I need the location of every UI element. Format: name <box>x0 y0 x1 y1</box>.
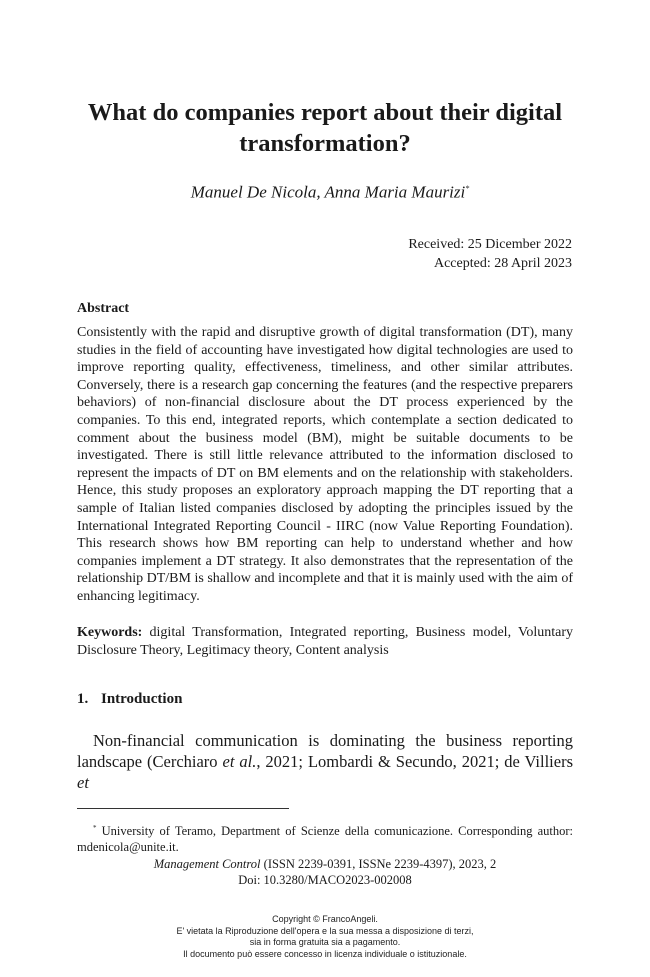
journal-name: Management Control <box>153 857 261 871</box>
copyright-notice <box>0 914 650 960</box>
keywords-list: digital Transformation, Integrated reporting, Business model, Voluntary Disclosure Theory, Legitimacy theory, Content analysis <box>77 625 573 658</box>
copyright-line-3: sia in forma gratuita sia a pagamento. <box>249 937 401 947</box>
authors-names: Manuel De Nicola, Anna Maria Maurizi <box>190 182 466 202</box>
intro-etal-2: et <box>77 773 89 792</box>
footnote-text: University of Teramo, Department of Scienze della comunicazione. Corresponding author: mdenicola@unite.it. <box>77 824 574 855</box>
doi: Doi: 10.3280/MACO2023-002008 <box>238 873 412 887</box>
abstract-heading: Abstract <box>77 301 130 316</box>
keywords <box>77 624 573 660</box>
intro-text-2: , 2021; Lombardi & Secundo, 2021; de Villiers <box>256 752 573 771</box>
submission-dates <box>408 235 572 273</box>
footnote-mark: * <box>93 824 97 832</box>
paper-title: What do companies report about their digital transformation? <box>87 99 563 157</box>
section-heading <box>77 691 182 708</box>
keywords-label: Keywords: <box>77 625 143 640</box>
accepted-date: Accepted: 28 April 2023 <box>433 256 572 271</box>
footnote <box>77 820 573 855</box>
copyright-line-2: E' vietata la Riproduzione dell'opera e la sua messa a disposizione di terzi, <box>176 925 474 936</box>
footnote-divider <box>77 808 289 809</box>
copyright-line-4: Il documento può essere concesso in licenza individuale o istituzionale. <box>183 948 467 959</box>
copyright-line-1: Copyright © FrancoAngeli. <box>272 914 378 924</box>
abstract-text: Consistently with the rapid and disruptive growth of digital transformation (DT), many studies in the field of accounting have investigated how digital technologies are used to improve reporting quality, effectiveness, timeliness, and other similar attributes. Conversely, there is a research gap concerning the features (and the respective preparers behaviors) of non-financial disclosure about the DT process experienced by the companies. To this end, integrated reports, which contemplate a section dedicated to comment about the business model (BM), might be suitable documents to be investigated. There is still little relevance attributed to the information disclosed to represent the impacts of DT on BM elements and on the relationship with stakeholders. Hence, this study proposes an exploratory approach mapping the DT reporting that a sample of Italian listed companies disclosed by adopting the principles issued by the International Integrated Reporting Council - IIRC (now Value Reporting Foundation). This research shows how BM reporting can help to understand whether and how companies implement a DT strategy. It also demonstrates that the representation of the relationship DT/BM is shallow and incomplete and that it is mainly used with the aim of enhancing legitimacy. <box>77 325 573 604</box>
intro-text-1: Non-financial communication is dominating the business reporting landscape (Cerchiaro <box>77 731 573 771</box>
section-number: 1. <box>77 691 89 707</box>
author-footnote-mark: * <box>465 184 470 193</box>
journal-citation <box>0 856 650 872</box>
author-list <box>0 178 650 204</box>
journal-info <box>0 856 650 888</box>
journal-details: (ISSN 2239-0391, ISSNe 2239-4397), 2023, 2 <box>260 857 497 871</box>
section-title: Introduction <box>101 691 183 707</box>
received-date: Received: 25 Dicember 2022 <box>408 237 572 252</box>
intro-etal-1: et al. <box>222 752 257 771</box>
introduction-paragraph <box>77 730 573 793</box>
